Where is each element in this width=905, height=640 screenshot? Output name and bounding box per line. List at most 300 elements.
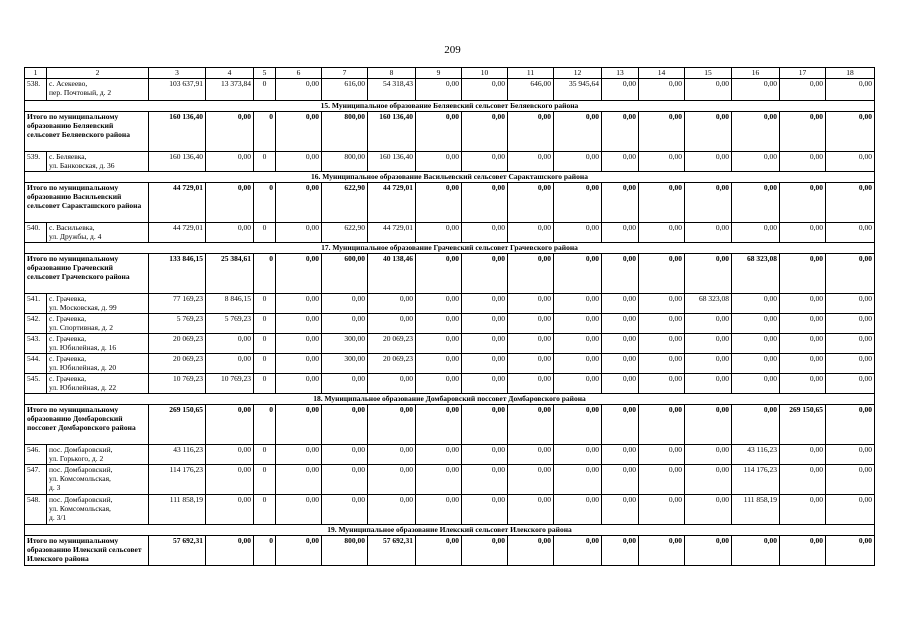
table-cell: 0,00 <box>416 354 462 374</box>
total-label: Итого по муниципальному образованию Васильевский сельсовет Саракташского района <box>25 183 149 223</box>
table-cell: 20 069,23 <box>149 354 206 374</box>
table-cell: 622,90 <box>322 223 368 243</box>
table-cell: 25 384,61 <box>206 254 254 294</box>
table-cell: 0 <box>254 223 276 243</box>
table-cell: 0,00 <box>780 254 826 294</box>
total-row <box>25 183 875 223</box>
table-cell: 0,00 <box>206 334 254 354</box>
table-cell: 0,00 <box>462 79 508 101</box>
total-label: Итого по муниципальному образованию Грачевский сельсовет Грачевского района <box>25 254 149 294</box>
section-header-row <box>25 172 875 183</box>
table-cell: 0,00 <box>462 314 508 334</box>
data-table <box>24 67 875 566</box>
table-cell: 0,00 <box>276 79 322 101</box>
table-cell: 0,00 <box>780 294 826 314</box>
table-cell: 300,00 <box>322 354 368 374</box>
section-title: 15. Муниципальное образование Беляевский сельсовет Беляевского района <box>25 101 875 112</box>
table-cell: 0,00 <box>685 79 732 101</box>
table-cell: 57 692,31 <box>149 536 206 566</box>
table-cell: 0,00 <box>554 254 602 294</box>
table-cell: 114 176,23 <box>149 465 206 495</box>
table-row <box>25 495 875 525</box>
table-cell: 0,00 <box>206 536 254 566</box>
table-cell: 0,00 <box>508 374 554 394</box>
table-cell: 0 <box>254 112 276 152</box>
table-cell: 0,00 <box>508 354 554 374</box>
total-row <box>25 536 875 566</box>
table-cell: 0,00 <box>462 294 508 314</box>
table-cell: 0,00 <box>554 445 602 465</box>
table-cell: 600,00 <box>322 254 368 294</box>
table-cell: 0 <box>254 294 276 314</box>
table-cell: 0,00 <box>780 334 826 354</box>
table-cell: 0 <box>254 495 276 525</box>
table-cell: 0,00 <box>322 294 368 314</box>
table-cell: 0,00 <box>732 405 780 445</box>
table-cell: 0,00 <box>554 183 602 223</box>
column-header: 12 <box>554 68 602 79</box>
row-number: 545. <box>25 374 47 394</box>
table-cell: 0,00 <box>639 314 685 334</box>
row-number: 547. <box>25 465 47 495</box>
table-cell: 43 116,23 <box>149 445 206 465</box>
column-header: 10 <box>462 68 508 79</box>
table-cell: 800,00 <box>322 152 368 172</box>
table-cell: 133 846,15 <box>149 254 206 294</box>
table-cell: 646,00 <box>508 79 554 101</box>
address-cell: с. Асекеево, пер. Почтовый, д. 2 <box>47 79 149 101</box>
table-cell: 0,00 <box>639 405 685 445</box>
table-cell: 0,00 <box>462 445 508 465</box>
table-cell: 0,00 <box>368 445 416 465</box>
table-cell: 0,00 <box>416 536 462 566</box>
table-cell: 0,00 <box>276 465 322 495</box>
table-cell: 0,00 <box>602 254 639 294</box>
table-cell: 0,00 <box>826 334 875 354</box>
table-row <box>25 445 875 465</box>
table-cell: 0,00 <box>206 495 254 525</box>
table-cell: 0,00 <box>368 374 416 394</box>
table-cell: 0,00 <box>276 183 322 223</box>
table-cell: 0,00 <box>276 334 322 354</box>
table-cell: 616,00 <box>322 79 368 101</box>
table-cell: 0,00 <box>462 223 508 243</box>
table-cell: 0,00 <box>602 495 639 525</box>
table-cell: 20 069,23 <box>368 334 416 354</box>
table-cell: 0,00 <box>206 465 254 495</box>
table-cell: 0,00 <box>276 254 322 294</box>
table-cell: 0,00 <box>508 465 554 495</box>
table-cell: 0,00 <box>368 405 416 445</box>
table-cell: 0,00 <box>639 536 685 566</box>
table-cell: 20 069,23 <box>368 354 416 374</box>
table-cell: 0,00 <box>462 495 508 525</box>
table-cell: 0,00 <box>685 536 732 566</box>
table-cell: 0,00 <box>368 314 416 334</box>
table-cell: 0,00 <box>602 79 639 101</box>
table-cell: 68 323,08 <box>685 294 732 314</box>
total-row <box>25 254 875 294</box>
table-cell: 0,00 <box>368 465 416 495</box>
table-cell: 0,00 <box>685 223 732 243</box>
column-header: 2 <box>47 68 149 79</box>
table-cell: 0,00 <box>639 374 685 394</box>
table-cell: 0,00 <box>639 183 685 223</box>
table-cell: 0,00 <box>602 405 639 445</box>
column-header: 7 <box>322 68 368 79</box>
table-cell: 0 <box>254 254 276 294</box>
table-cell: 0,00 <box>554 374 602 394</box>
table-cell: 0,00 <box>685 354 732 374</box>
table-cell: 0,00 <box>276 374 322 394</box>
table-cell: 0,00 <box>462 536 508 566</box>
table-cell: 0,00 <box>554 536 602 566</box>
table-cell: 800,00 <box>322 112 368 152</box>
table-cell: 0,00 <box>416 152 462 172</box>
column-header: 8 <box>368 68 416 79</box>
table-cell: 0,00 <box>639 334 685 354</box>
table-cell: 0,00 <box>276 152 322 172</box>
total-label: Итого по муниципальному образованию Домбаровский поссовет Домбаровского района <box>25 405 149 445</box>
table-cell: 0,00 <box>276 112 322 152</box>
table-cell: 0,00 <box>462 112 508 152</box>
row-number: 539. <box>25 152 47 172</box>
table-cell: 0,00 <box>732 536 780 566</box>
table-cell: 0,00 <box>639 223 685 243</box>
table-row <box>25 314 875 334</box>
table-row <box>25 374 875 394</box>
column-header: 6 <box>276 68 322 79</box>
column-header: 5 <box>254 68 276 79</box>
table-cell: 0,00 <box>732 334 780 354</box>
table-cell: 0,00 <box>276 445 322 465</box>
table-cell: 0,00 <box>368 495 416 525</box>
address-cell: с. Грачевка, ул. Юбилейная, д. 22 <box>47 374 149 394</box>
table-cell: 0,00 <box>780 79 826 101</box>
table-cell: 0,00 <box>780 183 826 223</box>
column-header: 14 <box>639 68 685 79</box>
table-cell: 0,00 <box>780 354 826 374</box>
table-cell: 0,00 <box>639 152 685 172</box>
table-cell: 0,00 <box>826 223 875 243</box>
row-number: 543. <box>25 334 47 354</box>
table-cell: 0,00 <box>732 79 780 101</box>
column-header: 3 <box>149 68 206 79</box>
table-cell: 0,00 <box>732 294 780 314</box>
table-cell: 0,00 <box>322 374 368 394</box>
table-cell: 68 323,08 <box>732 254 780 294</box>
table-cell: 0,00 <box>826 536 875 566</box>
table-cell: 0,00 <box>322 465 368 495</box>
table-cell: 0,00 <box>508 152 554 172</box>
table-cell: 0,00 <box>206 405 254 445</box>
table-cell: 0,00 <box>602 445 639 465</box>
table-cell: 0,00 <box>206 445 254 465</box>
page-number: 209 <box>444 44 461 56</box>
column-header: 16 <box>732 68 780 79</box>
table-cell: 0,00 <box>206 354 254 374</box>
table-cell: 0,00 <box>826 405 875 445</box>
table-cell: 0 <box>254 183 276 223</box>
table-row <box>25 294 875 314</box>
table-cell: 0,00 <box>780 465 826 495</box>
table-cell: 0,00 <box>276 536 322 566</box>
table-cell: 0,00 <box>416 334 462 354</box>
table-cell: 0 <box>254 536 276 566</box>
table-cell: 0,00 <box>322 445 368 465</box>
table-cell: 800,00 <box>322 536 368 566</box>
table-cell: 0,00 <box>276 294 322 314</box>
table-cell: 0,00 <box>826 465 875 495</box>
table-cell: 0,00 <box>639 495 685 525</box>
table-cell: 0,00 <box>508 334 554 354</box>
table-cell: 0,00 <box>462 334 508 354</box>
table-cell: 54 318,43 <box>368 79 416 101</box>
table-cell: 0,00 <box>639 354 685 374</box>
table-cell: 0,00 <box>462 183 508 223</box>
table-cell: 0,00 <box>276 405 322 445</box>
table-cell: 0,00 <box>554 405 602 445</box>
table-cell: 0 <box>254 445 276 465</box>
table-cell: 0,00 <box>602 152 639 172</box>
table-row <box>25 465 875 495</box>
table-cell: 0,00 <box>276 495 322 525</box>
table-cell: 0,00 <box>602 294 639 314</box>
table-cell: 0,00 <box>685 112 732 152</box>
table-cell: 0,00 <box>554 495 602 525</box>
table-cell: 269 150,65 <box>149 405 206 445</box>
address-cell: с. Грачевка, ул. Московская, д. 99 <box>47 294 149 314</box>
column-header: 13 <box>602 68 639 79</box>
table-cell: 5 769,23 <box>149 314 206 334</box>
section-header-row <box>25 394 875 405</box>
section-title: 18. Муниципальное образование Домбаровский поссовет Домбаровского района <box>25 394 875 405</box>
table-cell: 0,00 <box>685 465 732 495</box>
table-cell: 0,00 <box>602 112 639 152</box>
table-cell: 111 858,19 <box>732 495 780 525</box>
table-cell: 0,00 <box>462 405 508 445</box>
table-cell: 0,00 <box>462 254 508 294</box>
section-title: 16. Муниципальное образование Васильевский сельсовет Саракташского района <box>25 172 875 183</box>
table-cell: 0,00 <box>462 465 508 495</box>
section-header-row <box>25 525 875 536</box>
table-cell: 0,00 <box>826 294 875 314</box>
table-cell: 0,00 <box>554 223 602 243</box>
table-cell: 0,00 <box>780 152 826 172</box>
row-number: 541. <box>25 294 47 314</box>
table-row <box>25 334 875 354</box>
table-cell: 0,00 <box>732 223 780 243</box>
table-cell: 0,00 <box>416 254 462 294</box>
table-cell: 0,00 <box>685 334 732 354</box>
column-header: 15 <box>685 68 732 79</box>
table-cell: 114 176,23 <box>732 465 780 495</box>
table-cell: 0,00 <box>368 294 416 314</box>
table-cell: 0,00 <box>826 354 875 374</box>
table-cell: 77 169,23 <box>149 294 206 314</box>
table-cell: 0,00 <box>780 536 826 566</box>
section-title: 19. Муниципальное образование Илекский сельсовет Илекского района <box>25 525 875 536</box>
table-cell: 0,00 <box>826 495 875 525</box>
table-cell: 0,00 <box>826 374 875 394</box>
table-cell: 0,00 <box>639 465 685 495</box>
table-cell: 111 858,19 <box>149 495 206 525</box>
table-cell: 0,00 <box>602 183 639 223</box>
table-cell: 35 945,64 <box>554 79 602 101</box>
row-number: 540. <box>25 223 47 243</box>
address-cell: с. Грачевка, ул. Юбилейная, д. 20 <box>47 354 149 374</box>
table-cell: 0,00 <box>508 445 554 465</box>
table-cell: 0,00 <box>554 354 602 374</box>
table-cell: 5 769,23 <box>206 314 254 334</box>
table-cell: 40 138,46 <box>368 254 416 294</box>
table-cell: 0,00 <box>685 495 732 525</box>
table-cell: 0,00 <box>554 465 602 495</box>
table-cell: 0,00 <box>826 152 875 172</box>
table-cell: 0,00 <box>639 294 685 314</box>
total-row <box>25 112 875 152</box>
table-cell: 0,00 <box>554 334 602 354</box>
table-cell: 0,00 <box>416 445 462 465</box>
table-cell: 622,90 <box>322 183 368 223</box>
table-cell: 0,00 <box>685 405 732 445</box>
table-cell: 20 069,23 <box>149 334 206 354</box>
table-cell: 0,00 <box>554 152 602 172</box>
row-number: 546. <box>25 445 47 465</box>
table-cell: 0,00 <box>416 112 462 152</box>
address-cell: пос. Домбаровский, ул. Комсомольская, д. 3/1 <box>47 495 149 525</box>
table-cell: 0,00 <box>462 374 508 394</box>
table-cell: 0,00 <box>780 112 826 152</box>
table-cell: 8 846,15 <box>206 294 254 314</box>
table-cell: 0,00 <box>508 112 554 152</box>
table-cell: 0,00 <box>508 495 554 525</box>
table-cell: 0 <box>254 314 276 334</box>
total-label: Итого по муниципальному образованию Илекский сельсовет Илекского района <box>25 536 149 566</box>
table-cell: 0,00 <box>416 79 462 101</box>
section-header-row <box>25 243 875 254</box>
header-row <box>25 68 875 79</box>
column-header: 1 <box>25 68 47 79</box>
table-cell: 0,00 <box>826 79 875 101</box>
row-number: 542. <box>25 314 47 334</box>
table-cell: 0,00 <box>416 223 462 243</box>
table-cell: 0,00 <box>780 223 826 243</box>
table-cell: 0,00 <box>276 223 322 243</box>
table-cell: 0,00 <box>508 314 554 334</box>
table-cell: 269 150,65 <box>780 405 826 445</box>
table-cell: 0,00 <box>602 354 639 374</box>
table-cell: 0,00 <box>826 183 875 223</box>
table-cell: 0,00 <box>508 405 554 445</box>
table-cell: 0,00 <box>780 445 826 465</box>
table-cell: 0,00 <box>416 495 462 525</box>
table-row <box>25 354 875 374</box>
table-cell: 0,00 <box>554 112 602 152</box>
table-cell: 0,00 <box>602 374 639 394</box>
column-header: 18 <box>826 68 875 79</box>
table-cell: 10 769,23 <box>149 374 206 394</box>
table-cell: 0,00 <box>206 152 254 172</box>
table-cell: 0,00 <box>639 445 685 465</box>
table-cell: 0,00 <box>322 314 368 334</box>
table-cell: 0 <box>254 152 276 172</box>
table-cell: 0,00 <box>276 314 322 334</box>
table-cell: 0,00 <box>416 405 462 445</box>
table-cell: 0,00 <box>508 223 554 243</box>
table-cell: 300,00 <box>322 334 368 354</box>
table-cell: 0,00 <box>462 152 508 172</box>
table-cell: 160 136,40 <box>149 152 206 172</box>
table-cell: 0,00 <box>826 254 875 294</box>
table-cell: 57 692,31 <box>368 536 416 566</box>
table-cell: 0,00 <box>602 536 639 566</box>
column-header: 11 <box>508 68 554 79</box>
table-cell: 44 729,01 <box>149 183 206 223</box>
row-number: 548. <box>25 495 47 525</box>
table-cell: 0,00 <box>508 183 554 223</box>
table-cell: 0 <box>254 354 276 374</box>
table-cell: 0,00 <box>462 354 508 374</box>
table-cell: 0,00 <box>416 294 462 314</box>
address-cell: с. Грачевка, ул. Юбилейная, д. 16 <box>47 334 149 354</box>
table-cell: 0,00 <box>780 495 826 525</box>
table-cell: 0 <box>254 334 276 354</box>
table-cell: 0,00 <box>826 445 875 465</box>
table-cell: 0,00 <box>732 183 780 223</box>
table-cell: 10 769,23 <box>206 374 254 394</box>
table-cell: 0,00 <box>416 465 462 495</box>
total-row <box>25 405 875 445</box>
address-cell: пос. Домбаровский, ул. Комсомольская, д. 3 <box>47 465 149 495</box>
table-cell: 160 136,40 <box>149 112 206 152</box>
table-cell: 160 136,40 <box>368 152 416 172</box>
table-cell: 44 729,01 <box>149 223 206 243</box>
table-cell: 0,00 <box>732 354 780 374</box>
table-cell: 0,00 <box>508 536 554 566</box>
table-cell: 0,00 <box>685 374 732 394</box>
table-cell: 0,00 <box>602 465 639 495</box>
table-cell: 0 <box>254 79 276 101</box>
address-cell: пос. Домбаровский, ул. Горького, д. 2 <box>47 445 149 465</box>
table-cell: 0,00 <box>685 152 732 172</box>
table-cell: 44 729,01 <box>368 183 416 223</box>
table-cell: 0,00 <box>826 112 875 152</box>
section-title: 17. Муниципальное образование Грачевский сельсовет Грачевского района <box>25 243 875 254</box>
table-cell: 0,00 <box>206 183 254 223</box>
column-header: 17 <box>780 68 826 79</box>
table-cell: 0,00 <box>732 374 780 394</box>
table-cell: 0,00 <box>685 314 732 334</box>
table-cell: 0,00 <box>276 354 322 374</box>
table-cell: 0,00 <box>639 112 685 152</box>
table-cell: 0,00 <box>826 314 875 334</box>
table-cell: 0,00 <box>602 314 639 334</box>
table-cell: 0,00 <box>732 314 780 334</box>
table-cell: 0 <box>254 405 276 445</box>
table-cell: 0,00 <box>206 223 254 243</box>
table-cell: 0,00 <box>639 79 685 101</box>
table-cell: 0,00 <box>685 254 732 294</box>
total-label: Итого по муниципальному образованию Беляевский сельсовет Беляевского района <box>25 112 149 152</box>
table-cell: 0,00 <box>732 152 780 172</box>
table-cell: 0,00 <box>732 112 780 152</box>
address-cell: с. Васильевка, ул. Дружбы, д. 4 <box>47 223 149 243</box>
row-number: 538. <box>25 79 47 101</box>
table-cell: 0,00 <box>416 183 462 223</box>
table-row <box>25 223 875 243</box>
table-cell: 160 136,40 <box>368 112 416 152</box>
